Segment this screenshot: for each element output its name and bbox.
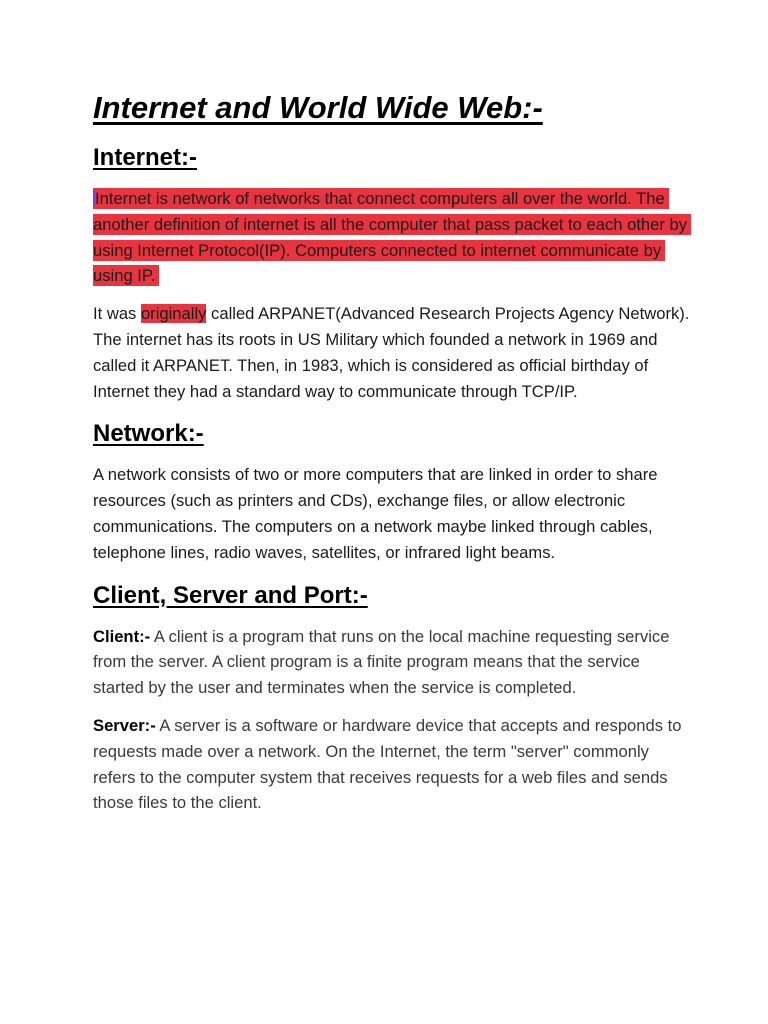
server-text: A server is a software or hardware device that accepts and responds to requests made over a network. On the Internet, the term "server" commonly refers to the computer system that receives requests for a web files and sends those files to the client. (93, 715, 682, 813)
arpanet-text-rest: called ARPANET(Advanced Research Projects Agency Network). The internet has its roots in US Military which founded a network in 1969 and called it ARPANET. Then, in 1983, which is considered as official birthday of Internet they had a standard way to communicate through TCP/IP. (93, 304, 690, 401)
arpanet-paragraph (93, 301, 693, 404)
heading-client-server-port: Client, Server and Port:- (93, 581, 368, 609)
document-page (93, 88, 693, 828)
arpanet-text-start: It was (93, 304, 141, 324)
server-paragraph (93, 713, 693, 816)
highlighted-text (93, 188, 691, 286)
server-label: Server:- (93, 715, 156, 735)
client-paragraph (93, 624, 693, 701)
internet-definition-paragraph (93, 186, 693, 289)
heading-network: Network:- (93, 420, 204, 448)
highlighted-word: originally (140, 304, 207, 324)
document-title: Internet and World Wide Web:- (93, 90, 543, 125)
heading-internet: Internet:- (93, 144, 197, 171)
client-text: A client is a program that runs on the local machine requesting service from the server. A client program is a finite program means that the service started by the user and terminates when the service is completed. (93, 626, 670, 698)
network-paragraph: A network consists of two or more computers that are linked in order to share resources (such as printers and CDs), exchange files, or allow electronic communications. The computers on a network maybe linked through cables, telephone lines, radio waves, satellites, or infrared light beams. (93, 465, 658, 562)
client-label: Client:- (93, 626, 151, 646)
internet-definition-text: Internet is network of networks that connect computers all over the world. The another definition of internet is all the computer that pass packet to each other by using Internet Protocol(IP). Computers connected to internet communicate by using IP. (93, 189, 688, 286)
